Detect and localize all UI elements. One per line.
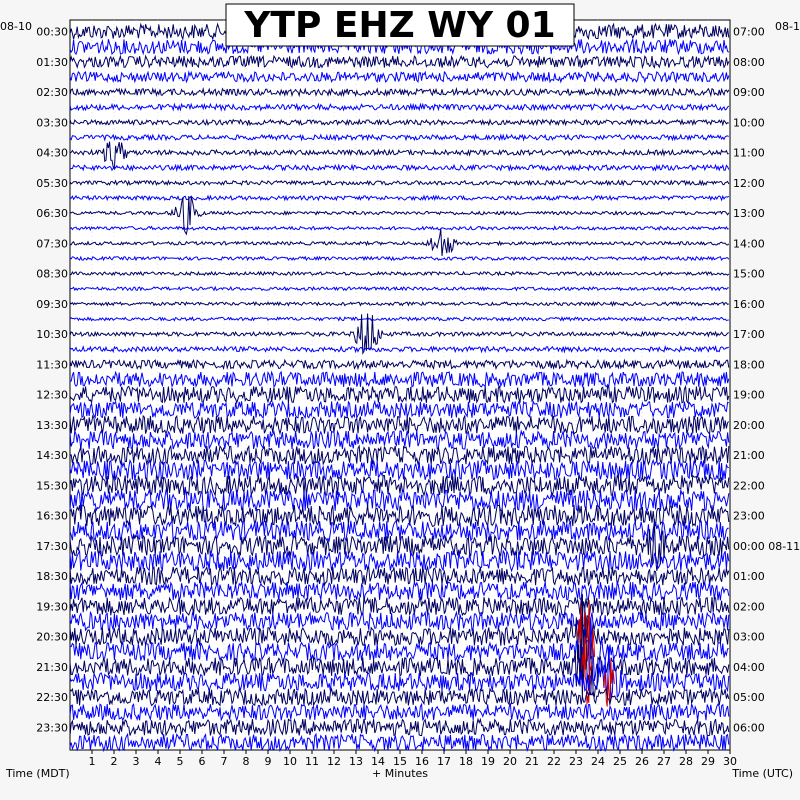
right-hour-label: 03:00 bbox=[733, 630, 765, 644]
x-axis-title: + Minutes bbox=[371, 767, 429, 780]
left-hour-label: 21:30 bbox=[36, 660, 68, 674]
right-hour-label: 15:00 bbox=[733, 267, 765, 281]
x-tick-label: 24 bbox=[591, 755, 605, 768]
right-hour-label: 18:00 bbox=[733, 358, 765, 372]
left-hour-label: 15:30 bbox=[36, 479, 68, 493]
right-axis-title: Time (UTC) bbox=[732, 767, 793, 780]
left-hour-label: 06:30 bbox=[36, 207, 68, 221]
right-hour-label: 08:00 bbox=[733, 55, 765, 69]
right-hour-label: 20:00 bbox=[733, 418, 765, 432]
right-hour-label: 05:00 bbox=[733, 691, 765, 705]
x-tick-label: 11 bbox=[305, 755, 319, 768]
x-tick-label: 10 bbox=[283, 755, 297, 768]
chart-title: YTP EHZ WY 01 bbox=[244, 5, 556, 46]
right-hour-label: 23:00 bbox=[733, 509, 765, 523]
left-hour-label: 20:30 bbox=[36, 630, 68, 644]
right-hour-label: 22:00 bbox=[733, 479, 765, 493]
left-axis-title: Time (MDT) bbox=[6, 767, 70, 780]
left-hour-label: 19:30 bbox=[36, 600, 68, 614]
x-tick-label: 25 bbox=[613, 755, 627, 768]
x-tick-label: 15 bbox=[393, 755, 407, 768]
left-time-labels bbox=[36, 26, 68, 735]
left-hour-label: 12:30 bbox=[36, 388, 68, 402]
x-tick-label: 20 bbox=[503, 755, 517, 768]
right-hour-label: 10:00 bbox=[733, 116, 765, 130]
right-hour-label: 04:00 bbox=[733, 660, 765, 674]
x-tick-label: 3 bbox=[132, 755, 140, 768]
x-axis-ticks bbox=[89, 750, 738, 768]
left-hour-label: 13:30 bbox=[36, 418, 68, 432]
left-hour-label: 00:30 bbox=[36, 25, 68, 39]
right-hour-label: 21:00 bbox=[733, 449, 765, 463]
x-tick-label: 16 bbox=[415, 755, 429, 768]
x-tick-label: 8 bbox=[242, 755, 250, 768]
right-hour-label: 07:00 bbox=[733, 25, 765, 39]
right-hour-label: 09:00 bbox=[733, 86, 765, 100]
x-tick-label: 9 bbox=[264, 755, 272, 768]
left-hour-label: 18:30 bbox=[36, 570, 68, 584]
x-tick-label: 13 bbox=[349, 755, 363, 768]
left-hour-label: 09:30 bbox=[36, 297, 68, 311]
x-tick-label: 1 bbox=[88, 755, 96, 768]
x-tick-label: 23 bbox=[569, 755, 583, 768]
left-hour-label: 22:30 bbox=[36, 691, 68, 705]
left-hour-label: 02:30 bbox=[36, 86, 68, 100]
x-tick-label: 18 bbox=[459, 755, 473, 768]
right-hour-label: 11:00 bbox=[733, 146, 765, 160]
x-tick-label: 14 bbox=[371, 755, 385, 768]
x-tick-label: 12 bbox=[327, 755, 341, 768]
x-tick-label: 22 bbox=[547, 755, 561, 768]
left-hour-label: 14:30 bbox=[36, 449, 68, 463]
left-hour-label: 07:30 bbox=[36, 237, 68, 251]
x-tick-label: 7 bbox=[220, 755, 228, 768]
x-tick-label: 6 bbox=[198, 755, 206, 768]
x-tick-label: 21 bbox=[525, 755, 539, 768]
left-hour-label: 03:30 bbox=[36, 116, 68, 130]
right-hour-label: 02:00 bbox=[733, 600, 765, 614]
left-hour-label: 04:30 bbox=[36, 146, 68, 160]
x-tick-label: 30 bbox=[723, 755, 737, 768]
left-hour-label: 10:30 bbox=[36, 328, 68, 342]
x-tick-label: 17 bbox=[437, 755, 451, 768]
x-tick-label: 26 bbox=[635, 755, 649, 768]
x-tick-label: 19 bbox=[481, 755, 495, 768]
left-hour-label: 16:30 bbox=[36, 509, 68, 523]
left-hour-label: 01:30 bbox=[36, 55, 68, 69]
right-time-labels bbox=[733, 26, 800, 735]
right-hour-label: 12:00 bbox=[733, 176, 765, 190]
x-tick-label: 27 bbox=[657, 755, 671, 768]
right-corner-date: 08-1 bbox=[775, 20, 800, 33]
left-hour-label: 05:30 bbox=[36, 176, 68, 190]
right-hour-label: 13:00 bbox=[733, 207, 765, 221]
right-hour-label: 00:00 08-11 bbox=[733, 539, 800, 553]
right-hour-label: 14:00 bbox=[733, 237, 765, 251]
right-hour-label: 19:00 bbox=[733, 388, 765, 402]
x-tick-label: 4 bbox=[154, 755, 162, 768]
x-tick-label: 5 bbox=[176, 755, 184, 768]
left-hour-label: 17:30 bbox=[36, 539, 68, 553]
right-hour-label: 01:00 bbox=[733, 570, 765, 584]
left-corner-date: 08-10 bbox=[0, 20, 32, 33]
left-hour-label: 11:30 bbox=[36, 358, 68, 372]
left-hour-label: 23:30 bbox=[36, 721, 68, 735]
x-tick-label: 29 bbox=[701, 755, 715, 768]
right-hour-label: 06:00 bbox=[733, 721, 765, 735]
right-hour-label: 16:00 bbox=[733, 297, 765, 311]
left-hour-label: 08:30 bbox=[36, 267, 68, 281]
x-tick-label: 2 bbox=[110, 755, 118, 768]
right-hour-label: 17:00 bbox=[733, 328, 765, 342]
x-tick-label: 28 bbox=[679, 755, 693, 768]
